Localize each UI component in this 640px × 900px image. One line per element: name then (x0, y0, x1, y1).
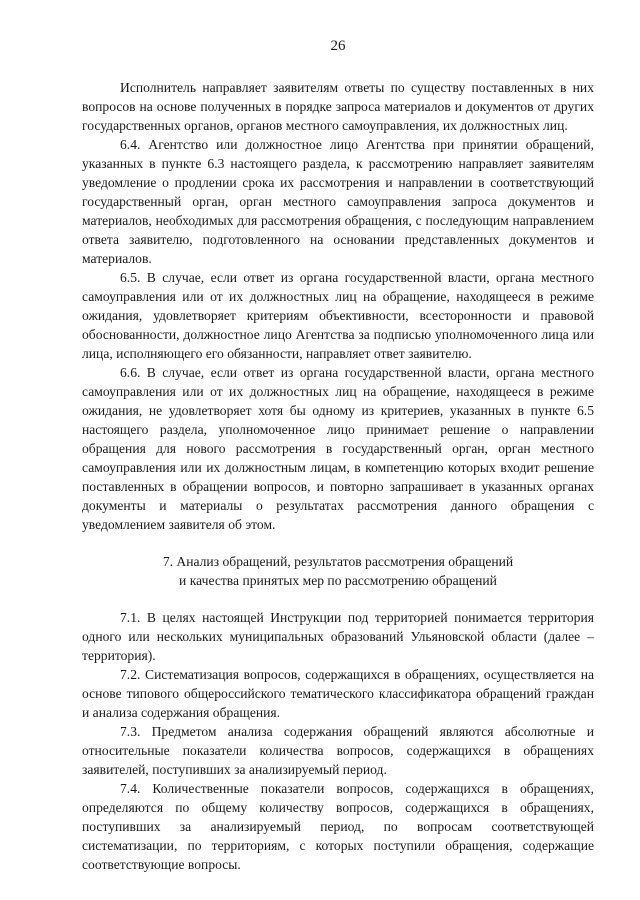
paragraph-7-4: 7.4. Количественные показатели вопросов, содержащихся в обращениях, определяются по общему количеству вопросов, содержащихся в обращениях, поступивших за анализируемый период, по вопросам соответствующей систематизации, по территориям, с которых поступили обращения, содержащие соответствующие вопросы. (82, 781, 594, 872)
paragraph-7-2: 7.2. Систематизация вопросов, содержащихся в обращениях, осуществляется на основе типового общероссийского тематического классификатора обращений граждан и анализа содержания обращения. (82, 667, 594, 720)
section-6-continuation (82, 78, 594, 534)
paragraph-6-5: 6.5. В случае, если ответ из органа государственной власти, органа местного самоуправления или от их должностных лиц на обращение, находящееся в режиме ожидания, удовлетворяет критериям объективности, всесторонности и правовой обоснованности, должностное лицо Агентства за подписью уполномоченного лица или лица, исполняющего его обязанности, направляет ответ заявителю. (82, 270, 594, 361)
page-number: 26 (330, 38, 346, 54)
paragraph-6-6: 6.6. В случае, если ответ из органа государственной власти, органа местного самоуправления или от их должностных лиц на обращение, находящееся в режиме ожидания, не удовлетворяет хотя бы одному из критериев, указанных в пункте 6.5 настоящего раздела, уполномоченное лицо принимает решение о направлении обращения для нового рассмотрения в государственный орган, орган местного самоуправления или их должностным лицам, в компетенцию которых входит решение поставленных в обращении вопросов, и повторно запрашивает в указанных органах документы и материалы о результатах рассмотрения данного обращения с уведомлением заявителя об этом. (82, 365, 594, 532)
section-heading-line: и качества принятых мер по рассмотрению обращений (179, 573, 497, 588)
section-heading-line: 7. Анализ обращений, результатов рассмотрения обращений (162, 554, 514, 569)
paragraph-6-4: 6.4. Агентство или должностное лицо Агентства при принятии обращений, указанных в пункте 6.3 настоящего раздела, к рассмотрению направляет заявителям уведомление о продлении срока их рассмотрения и направлении в соответствующий государственный орган, орган местного самоуправления запроса документов и материалов, необходимых для рассмотрения обращения, с последующим направлением ответа заявителю, подготовленного на основании представленных документов и материалов. (82, 137, 594, 266)
paragraph-7-1: 7.1. В целях настоящей Инструкции под территорией понимается территория одного или нескольких муниципальных образований Ульяновской области (далее – территория). (82, 610, 594, 663)
section-7-heading (82, 552, 594, 590)
section-7-body (82, 608, 594, 874)
paragraph: Исполнитель направляет заявителям ответы по существу поставленных в них вопросов на основе полученных в порядке запроса материалов и документов от других государственных органов, органов местного самоуправления, их должностных лиц. (82, 80, 594, 133)
paragraph-7-3: 7.3. Предметом анализа содержания обращений являются абсолютные и относительные показатели количества вопросов, содержащихся в обращениях заявителей, поступивших за анализируемый период. (82, 724, 594, 777)
